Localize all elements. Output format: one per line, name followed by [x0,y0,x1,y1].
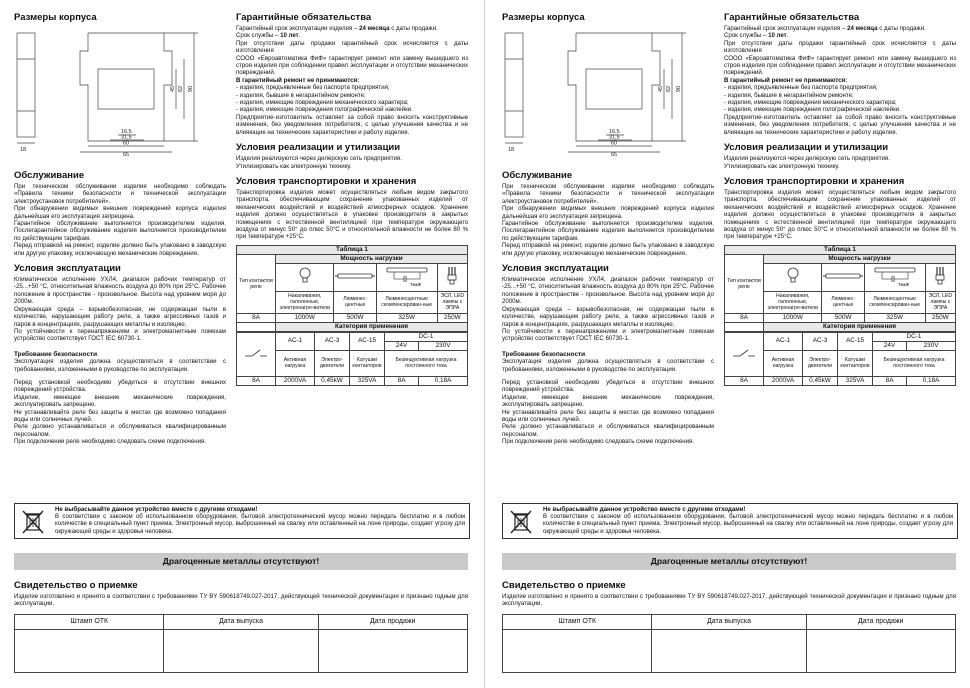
dc-voltage-230: 230V [419,341,468,350]
release-date-cell [652,630,806,673]
transport-title: Условия транспортировки и хранения [724,175,905,187]
dc-voltage-24: 24V [385,341,419,350]
transport-title: Условия транспортировки и хранения [236,175,417,187]
dim-60: 60 [123,140,130,147]
right-column [236,12,468,386]
cat-value-2: 0,45kW [803,376,838,385]
service-p3: Гарантийное обслуживание выполняется производителем изделия. Послегарантийное обслуживание изделия выполняется производителем по действующим тарифам. [502,220,714,242]
current-1: 8A [725,313,764,322]
cat-desc-ac1: Активная нагрузка [276,350,315,376]
notice-title: Не выбрасывайте данное устройство вместе с другими отходами! [543,506,746,513]
certificate-body: Изделие изготовлено и принято в соответствии с требованиями ТУ BY 590618749.027-2017, действующей технической документации и признано годным для эксплуатации. [502,593,956,608]
safety-p3: Изделие, имеющее внешние механические повреждения, эксплуатировать запрещено. [502,393,714,409]
load-table [724,245,956,332]
load-esl-led: ЭСЛ, LED лампы с ЭПРА [925,291,955,313]
left-column [502,12,714,446]
current-2: 8A [237,376,276,385]
warranty-l4: - изделия, имеющие повреждения голографической наклейки. [724,106,901,114]
warranty-l3: - изделия, имеющие повреждения механического характера; [724,99,897,107]
dim-31-5: 31,5 [121,134,132,141]
notice-title: Не выбрасывайте данное устройство вместе с другими отходами! [55,506,258,513]
housing-dimensions-drawing [14,29,214,157]
dim-65: 65 [611,152,618,157]
power-value-4: 250W [437,313,467,322]
cat-ac3: AC-3 [315,332,350,350]
warranty-l1: - изделия, предъявленные без паспорта предприятия; [236,84,390,92]
dim-62: 62 [666,85,672,92]
operation-p1: Климатическое исполнение УХЛ4, диапазон рабочих температур от -25...+50 °С, относительная влажность воздуха до 80% при 25°С. Рабочее положение в пространстве - произвольное. Высота над уровнем моря до 2000м. [14,276,226,306]
cat-desc-ac15: Катушки контакторов [350,350,385,376]
dc-voltage-230: 230V [907,341,956,350]
cat-value-3: 325VA [350,376,385,385]
page-divider [484,0,485,688]
warranty-p1: Гарантийный срок эксплуатации изделия – 24 месяца с даты продажи. [236,25,438,32]
load-fluorescent: Люминес-центные [822,291,864,313]
sales-p2: Утилизировать как электронную технику. [724,162,840,170]
col-release-date: Дата выпуска [164,615,318,630]
contact-type-header: Тип контактов реле [237,254,276,313]
svg-text:7мкФ: 7мкФ [409,281,421,287]
load-incandescent: Накаливания, галогенные, электронагре-ватели [276,291,334,313]
safety-p6: При подключении реле необходимо следовать схеме подключения. [14,438,206,446]
service-p3: Гарантийное обслуживание выполняется производителем изделия. Послегарантийное обслуживание изделия выполняется производителем по действующим тарифам. [14,220,226,242]
acceptance-certificate [14,580,468,608]
dim-16-5: 16,5 [121,129,132,135]
dim-65: 65 [123,152,130,157]
incandescent-bulb-icon [276,263,334,291]
contact-symbol-cell [237,322,276,331]
service-p1: При техническом обслуживании изделия необходимо соблюдать «Правила техники безопасности и технической эксплуатации электроустановок потребителей». [502,183,714,205]
dim-16-5: 16,5 [609,129,620,135]
disposal-notice [502,503,958,539]
sales-p1: Изделия реализуются через дилерскую сеть предприятия. [236,155,402,163]
cat-dc1: DC-1 [385,332,468,341]
incandescent-bulb-icon [764,263,822,291]
precious-metals-bar: Драгоценные металлы отсутствуют! [14,553,468,570]
operation-title: Условия эксплуатации [14,263,121,275]
power-value-4: 250W [925,313,955,322]
crossed-bin-icon [507,507,535,535]
cat-desc-ac1: Активная нагрузка [764,350,803,376]
load-compensated: Люминесцентные скомпенсирован-ные [376,291,437,313]
dim-90: 90 [676,85,682,92]
compensated-fluorescent-icon [376,263,437,291]
power-header: Мощность нагрузки [276,254,468,263]
relay-contact-icon [725,332,764,376]
safety-p1: Эксплуатация изделия должна осуществляться в соответствии с требованиями, изложенными в руководстве по эксплуатации. [14,358,226,373]
contact-type-header: Тип контактов реле [725,254,764,313]
cat-value-2: 0,45kW [315,376,350,385]
acceptance-certificate [502,580,956,608]
cat-value-4: 8A [385,376,419,385]
safety-p3: Изделие, имеющее внешние механические повреждения, эксплуатировать запрещено. [14,393,226,409]
release-date-cell [164,630,318,673]
certificate-title: Свидетельство о приемке [502,580,626,591]
operation-p2: Окружающая среда – взрывобезопасная, не содержащая пыли в количестве, нарушающем работу реле, а также агрессивных газов и паров в концентрациях, разрушающих металлы и изоляцию. [502,305,714,328]
safety-title: Требование безопасности [502,350,586,358]
stamp-cell [503,630,652,673]
col-release-date: Дата выпуска [652,615,806,630]
safety-p1: Эксплуатация изделия должна осуществляться в соответствии с требованиями, изложенными в руководстве по эксплуатации. [502,358,714,373]
warranty-p3: При отсутствии даты продажи гарантийный срок исчисляется с даты изготовления [724,39,956,55]
fluorescent-tube-icon [822,263,864,291]
dim-31-5: 31,5 [609,134,620,141]
dim-90: 90 [188,85,194,92]
power-value-1: 1000W [276,313,334,322]
safety-p4: Не устанавливайте реле без защиты в местах где возможно попадания воды или солнечных лучей. [502,408,714,423]
col-otk-stamp: Штамп ОТК [503,615,652,630]
dims-title: Размеры корпуса [14,12,97,23]
safety-p2: Перед установкой необходимо убедиться в отсутствии внешних повреждений устройства. [14,378,226,394]
energy-saving-lamp-icon [925,263,955,291]
service-title: Обслуживание [502,170,573,181]
sales-p1: Изделия реализуются через дилерскую сеть предприятия. [724,155,890,163]
warranty-p6: Предприятие-изготовитель оставляет за собой право вносить конструктивные изменения, без уведомления потребителя, с целью улучшения качества и не влияющие на технические характеристики и работу изделия. [236,113,468,136]
safety-p5: Реле должно устанавливаться и обслуживаться квалифицированным персоналом. [14,423,226,438]
warranty-p2: Срок службы – 10 лет. [236,32,301,40]
power-value-3: 325W [864,313,925,322]
contact-symbol-cell [725,322,764,331]
col-sale-date: Дата продажи [318,615,468,630]
acceptance-table [502,614,956,673]
safety-p4: Не устанавливайте реле без защиты в местах где возможно попадания воды или солнечных лучей. [14,408,226,423]
cat-ac15: AC-15 [838,332,873,350]
cat-dc1: DC-1 [873,332,956,341]
operation-p2: Окружающая среда – взрывобезопасная, не содержащая пыли в количестве, нарушающем работу реле, а также агрессивных газов и паров в концентрациях, разрушающих металлы и изоляцию. [14,305,226,328]
service-title: Обслуживание [14,170,85,181]
sales-p2: Утилизировать как электронную технику. [236,162,352,170]
service-p1: При техническом обслуживании изделия необходимо соблюдать «Правила техники безопасности и технической эксплуатации электроустановок потребителей». [14,183,226,205]
right-column [724,12,956,386]
fluorescent-tube-icon [334,263,376,291]
acceptance-table [14,614,468,673]
warranty-title: Гарантийные обязательства [724,12,860,23]
precious-metals-bar: Драгоценные металлы отсутствуют! [502,553,956,570]
relay-contact-icon [237,332,276,376]
warranty-l4: - изделия, имеющие повреждения голографической наклейки. [236,106,413,114]
notice-body: В соответствии с законом об использованном оборудовании, бытовой электротехнический мусор можно передать бесплатно и в любом количестве в специальный пункт приема. Электронный мусор, выброшенный на свалку или оставленный на лоне природы, создает угрозу для окружающей среды и здоровья человека. [543,513,953,535]
power-value-1: 1000W [764,313,822,322]
cat-desc-dc1: Безиндуктивная нагрузка постоянного тока [385,350,468,376]
table-title: Таблица 1 [237,245,468,254]
dims-title: Размеры корпуса [502,12,585,23]
sale-date-cell [806,630,956,673]
power-header: Мощность нагрузки [764,254,956,263]
cat-ac1: AC-1 [764,332,803,350]
left-column [14,12,226,446]
svg-text:7мкФ: 7мкФ [897,281,909,287]
stamp-cell [15,630,164,673]
certificate-body: Изделие изготовлено и принято в соответствии с требованиями ТУ BY 590618749.027-2017, действующей технической документации и признано годным для эксплуатации. [14,593,468,608]
category-table [236,332,468,386]
dc-voltage-24: 24V [873,341,907,350]
sales-title: Условия реализации и утилизации [236,142,401,154]
warranty-p4: СООО «Евроавтоматика ФиФ» гарантирует ремонт или замену вышедшего из строя изделия при соблюдении правил эксплуатации и отсутствии механических повреждений. [236,54,468,77]
cat-desc-dc1: Безиндуктивная нагрузка постоянного тока [873,350,956,376]
warranty-l1: - изделия, предъявленные без паспорта предприятия; [724,84,878,92]
dim-18: 18 [20,147,27,153]
warranty-p3: При отсутствии даты продажи гарантийный срок исчисляется с даты изготовления [236,39,468,55]
category-header: Категория применения [276,322,468,331]
safety-title: Требование безопасности [14,350,98,358]
housing-dimensions-drawing [502,29,702,157]
load-incandescent: Накаливания, галогенные, электронагре-ватели [764,291,822,313]
safety-p2: Перед установкой необходимо убедиться в отсутствии внешних повреждений устройства. [502,378,714,394]
dim-45: 45 [170,85,176,92]
cat-value-5: 0,18A [907,376,956,385]
cat-value-3: 325VA [838,376,873,385]
safety-p5: Реле должно устанавливаться и обслуживаться квалифицированным персоналом. [502,423,714,438]
load-fluorescent: Люминес-центные [334,291,376,313]
warranty-l2: - изделия, бывшие в негарантийном ремонте; [236,91,366,99]
category-table [724,332,956,386]
current-1: 8A [237,313,276,322]
cat-desc-ac3: Электро-двигатели [315,350,350,376]
passport-page-right [488,0,968,688]
dim-45: 45 [658,85,664,92]
current-2: 8A [725,376,764,385]
operation-p1: Климатическое исполнение УХЛ4, диапазон рабочих температур от -25...+50 °С, относительная влажность воздуха до 80% при 25°С. Рабочее положение в пространстве - произвольное. Высота над уровнем моря до 2000м. [502,276,714,306]
table-title: Таблица 1 [725,245,956,254]
cat-ac1: AC-1 [276,332,315,350]
warranty-l3: - изделия, имеющие повреждения механического характера; [236,99,409,107]
cat-desc-ac15: Катушки контакторов [838,350,873,376]
cat-value-1: 2000VA [764,376,803,385]
sale-date-cell [318,630,468,673]
cat-ac3: AC-3 [803,332,838,350]
cat-ac15: AC-15 [350,332,385,350]
load-table [236,245,468,332]
power-value-2: 500W [822,313,864,322]
warranty-p5: В гарантийный ремонт не принимаются: [724,76,848,84]
transport-p1: Транспортировка изделия может осуществляться любым видом закрытого транспорта, обеспечивающим сохранение упакованных изделий от механических воздействий и воздействий атмосферных осадков. Хранение изделия должно осуществляться в упаковке производителя в закрытых помещениях с естественной вентиляцией при температуре окружающего воздуха от минус 50° до плюс 50°С и относительной влажности не более 80 % при температуре +25°С. [724,188,956,241]
warranty-p5: В гарантийный ремонт не принимаются: [236,76,360,84]
service-p2: При обнаружении видимых внешних повреждений корпуса изделия дальнейшая его эксплуатация запрещена. [502,205,714,220]
operation-p3: По устойчивости к перенапряжениям и электромагнитным помехам устройство соответствует ГОСТ IEC 60730-1. [14,327,226,343]
category-header: Категория применения [764,322,956,331]
notice-body: В соответствии с законом об использованном оборудовании, бытовой электротехнический мусор можно передать бесплатно и в любом количестве в специальный пункт приема. Электронный мусор, выброшенный на свалку или оставленный на лоне природы, создает угрозу для окружающей среды и здоровья человека. [55,513,465,535]
cat-value-4: 8A [873,376,907,385]
warranty-title: Гарантийные обязательства [236,12,372,23]
col-sale-date: Дата продажи [806,615,956,630]
operation-title: Условия эксплуатации [502,263,609,275]
service-p2: При обнаружении видимых внешних повреждений корпуса изделия дальнейшая его эксплуатация запрещена. [14,205,226,220]
dim-62: 62 [178,85,184,92]
cat-value-5: 0,18A [419,376,468,385]
safety-p6: При подключении реле необходимо следовать схеме подключения. [502,438,694,446]
dim-60: 60 [611,140,618,147]
transport-p1: Транспортировка изделия может осуществляться любым видом закрытого транспорта, обеспечивающим сохранение упакованных изделий от механических воздействий и воздействий атмосферных осадков. Хранение изделия должно осуществляться в упаковке производителя в закрытых помещениях с естественной вентиляцией при температуре окружающего воздуха от минус 50° до плюс 50°С и относительной влажности не более 80 % при температуре +25°С. [236,188,468,241]
operation-p3: По устойчивости к перенапряжениям и электромагнитным помехам устройство соответствует ГОСТ IEC 60730-1. [502,327,714,343]
certificate-title: Свидетельство о приемке [14,580,138,591]
cat-value-1: 2000VA [276,376,315,385]
warranty-p6: Предприятие-изготовитель оставляет за собой право вносить конструктивные изменения, без уведомления потребителя, с целью улучшения качества и не влияющие на технические характеристики и работу изделия. [724,113,956,136]
passport-page-left [0,0,480,688]
dim-18: 18 [508,147,515,153]
load-esl-led: ЭСЛ, LED лампы с ЭПРА [437,291,467,313]
power-value-2: 500W [334,313,376,322]
warranty-p2: Срок службы – 10 лет. [724,32,789,40]
warranty-p1: Гарантийный срок эксплуатации изделия – 24 месяца с даты продажи. [724,25,926,32]
disposal-notice [14,503,470,539]
warranty-p4: СООО «Евроавтоматика ФиФ» гарантирует ремонт или замену вышедшего из строя изделия при соблюдении правил эксплуатации и отсутствии механических повреждений. [724,54,956,77]
col-otk-stamp: Штамп ОТК [15,615,164,630]
cat-desc-ac3: Электро-двигатели [803,350,838,376]
service-p4: Перед отправкой на ремонт, изделие должно быть упаковано в заводскую или другую упаковку, исключающую механические повреждения. [14,242,226,257]
service-p4: Перед отправкой на ремонт, изделие должно быть упаковано в заводскую или другую упаковку, исключающую механические повреждения. [502,242,714,257]
warranty-l2: - изделия, бывшие в негарантийном ремонте; [724,91,854,99]
compensated-fluorescent-icon [864,263,925,291]
sales-title: Условия реализации и утилизации [724,142,889,154]
energy-saving-lamp-icon [437,263,467,291]
crossed-bin-icon [19,507,47,535]
power-value-3: 325W [376,313,437,322]
load-compensated: Люминесцентные скомпенсирован-ные [864,291,925,313]
